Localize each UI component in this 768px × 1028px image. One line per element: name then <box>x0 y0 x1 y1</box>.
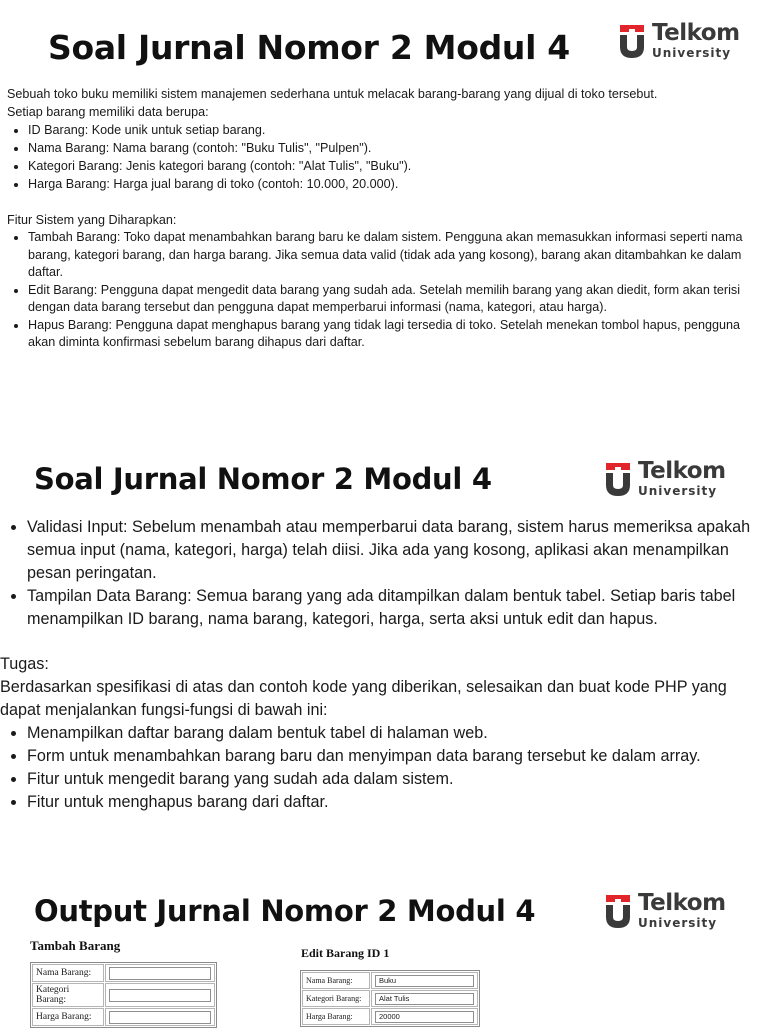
edit-item-form <box>300 970 480 1027</box>
list-item: • Tampilan Data Barang: Semua barang yang ada ditampilkan dalam bentuk tabel. Setiap baris tabel menampilkan ID barang, nama barang, kategori, harga, serta aksi untuk edit dan hapus. <box>27 585 768 631</box>
list-item: • Nama Barang: Nama barang (contoh: "Buku Tulis", "Pulpen"). <box>28 139 763 157</box>
intro-text: Sebuah toko buku memiliki sistem manajemen sederhana untuk melacak barang-barang yang dijual di toko tersebut. <box>7 87 658 101</box>
field-label: Harga Barang: <box>32 1008 104 1026</box>
logo-wordmark: Telkom <box>638 458 726 484</box>
form-row <box>302 990 478 1007</box>
add-item-form <box>30 962 217 1028</box>
list-item: • Fitur untuk mengedit barang yang sudah ada dalam sistem. <box>27 768 768 791</box>
nama-barang-input[interactable] <box>109 967 211 980</box>
tugas-label: Tugas: <box>0 655 49 673</box>
logo-subtitle: University <box>638 916 718 930</box>
list-item: • Kategori Barang: Jenis kategori barang (contoh: "Alat Tulis", "Buku"). <box>28 157 763 175</box>
features-heading: Fitur Sistem yang Diharapkan: <box>7 213 177 227</box>
logo-subtitle: University <box>638 484 718 498</box>
list-item: • Harga Barang: Harga jual barang di toko (contoh: 10.000, 20.000). <box>28 175 763 193</box>
tugas-text: Berdasarkan spesifikasi di atas dan contoh kode yang diberikan, selesaikan dan buat kode PHP yang dapat menjalankan fungsi-fungsi di bawah ini: <box>0 678 727 719</box>
kategori-barang-input[interactable] <box>109 989 211 1002</box>
form-row <box>302 972 478 989</box>
logo-subtitle: University <box>652 46 732 60</box>
field-label: Nama Barang: <box>302 972 370 989</box>
edit-nama-barang-input[interactable]: Buku <box>375 975 474 987</box>
list-item: • Menampilkan daftar barang dalam bentuk tabel di halaman web. <box>27 722 768 745</box>
slide-2-body <box>0 516 768 814</box>
list-item: • Validasi Input: Sebelum menambah atau memperbarui data barang, sistem harus memeriksa apakah semua input (nama, kategori, harga) telah diisi. Jika ada yang kosong, aplikasi akan menampilkan pesan peringatan. <box>27 516 768 585</box>
tasks-list <box>0 722 768 814</box>
list-item: • Edit Barang: Pengguna dapat mengedit data barang yang sudah ada. Setelah memilih barang yang akan diedit, form akan terisi dengan data barang tersebut dan pengguna dapat memperbarui informasi (nama, kategori, atau harga). <box>28 282 763 317</box>
list-item: • ID Barang: Kode unik untuk setiap barang. <box>28 121 763 139</box>
slide-2-title: Soal Jurnal Nomor 2 Modul 4 <box>34 462 492 496</box>
form-row <box>302 1008 478 1025</box>
field-label: Nama Barang: <box>32 964 104 982</box>
list-item: • Form untuk menambahkan barang baru dan menyimpan data barang tersebut ke dalam array. <box>27 745 768 768</box>
add-form-title: Tambah Barang <box>30 938 121 953</box>
slide-1-title: Soal Jurnal Nomor 2 Modul 4 <box>48 28 570 67</box>
list-item: • Tambah Barang: Toko dapat menambahkan barang baru ke dalam sistem. Pengguna akan memasukkan informasi seperti nama barang, kategori barang, dan harga barang. Jika semua data valid (tidak ada yang kosong), barang akan ditambahkan ke dalam daftar. <box>28 229 763 282</box>
logo-wordmark: Telkom <box>638 890 726 916</box>
list-item: • Hapus Barang: Pengguna dapat menghapus barang yang tidak lagi tersedia di toko. Setelah menekan tombol hapus, pengguna akan diminta konfirmasi sebelum barang dihapus dari daftar. <box>28 317 763 352</box>
field-label: Harga Barang: <box>302 1008 370 1025</box>
form-row <box>32 964 215 982</box>
telkom-university-logo <box>604 892 726 929</box>
edit-harga-barang-input[interactable]: 20000 <box>375 1011 474 1023</box>
edit-kategori-barang-input[interactable]: Alat Tulis <box>375 993 474 1005</box>
edit-form-title: Edit Barang ID 1 <box>301 946 390 960</box>
data-heading: Setiap barang memiliki data berupa: <box>7 105 209 119</box>
list-item: • Fitur untuk menghapus barang dari daftar. <box>27 791 768 814</box>
logo-wordmark: Telkom <box>652 20 740 46</box>
field-label: Kategori Barang: <box>32 983 104 1007</box>
form-row <box>32 1008 215 1026</box>
telkom-logo-mark-icon <box>604 461 632 497</box>
field-label: Kategori Barang: <box>302 990 370 1007</box>
telkom-logo-mark-icon <box>604 893 632 929</box>
form-row <box>32 983 215 1007</box>
requirements-list <box>0 516 768 631</box>
telkom-university-logo <box>604 460 726 497</box>
harga-barang-input[interactable] <box>109 1011 211 1024</box>
slide-3-title: Output Jurnal Nomor 2 Modul 4 <box>34 894 536 928</box>
